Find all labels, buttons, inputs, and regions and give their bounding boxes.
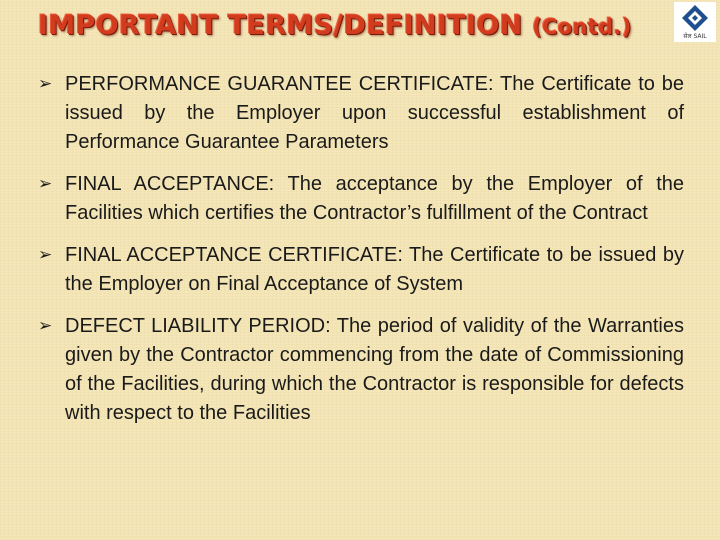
slide-title [38,10,632,41]
title-main: IMPORTANT TERMS/DEFINITION [38,10,523,41]
term-text: FINAL ACCEPTANCE CERTIFICATE: The Certificate to be issued by the Employer on Final Acceptance of System [65,244,684,295]
arrow-bullet-icon: ➢ [38,316,53,336]
arrow-bullet-icon: ➢ [38,74,53,94]
term-text: PERFORMANCE GUARANTEE CERTIFICATE: The Certificate to be issued by the Employer upon successful establishment of Performance Guarantee Parameters [65,73,684,153]
logo-text: सेल SAIL [683,33,707,40]
term-performance-guarantee-certificate [38,70,684,157]
title-suffix: (Contd.) [532,15,632,39]
term-final-acceptance-certificate [38,241,684,299]
term-text: FINAL ACCEPTANCE: The acceptance by the Employer of the Facilities which certifies the Contractor’s fulfillment of the Contract [65,173,684,224]
term-text: DEFECT LIABILITY PERIOD: The period of validity of the Warranties given by the Contractor commencing from the date of Commissioning of the Facilities, during which the Contractor is responsible for defects with respect to the Facilities [65,315,684,424]
term-final-acceptance [38,170,684,228]
arrow-bullet-icon: ➢ [38,245,53,265]
arrow-bullet-icon: ➢ [38,174,53,194]
term-defect-liability-period [38,312,684,428]
terms-list [38,70,684,441]
